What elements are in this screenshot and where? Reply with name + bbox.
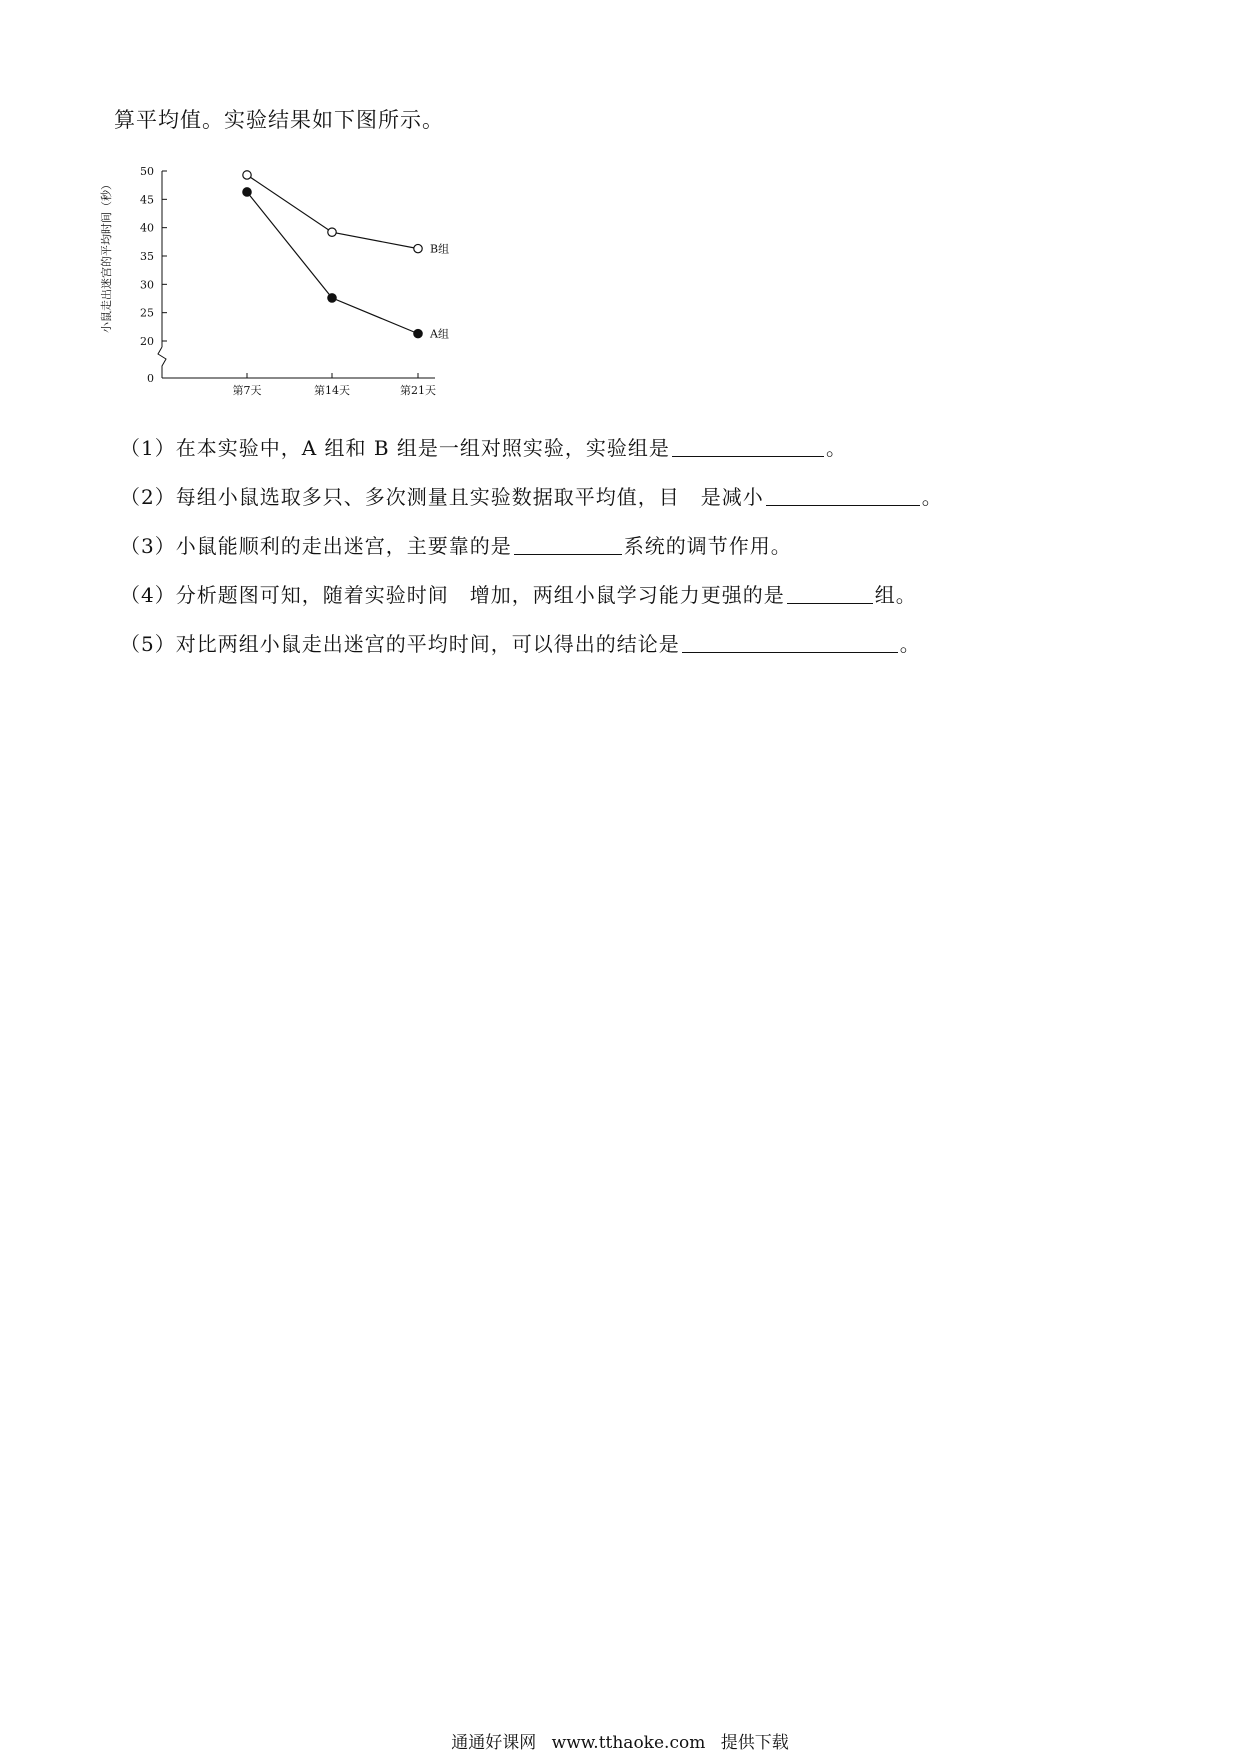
line-chart (100, 155, 500, 415)
footer-url[interactable]: www.tthaoke.com (551, 1733, 706, 1753)
question-2-suffix: 。 (921, 485, 943, 509)
x-tick-label: 第14天 (314, 384, 350, 397)
footer (0, 1728, 1240, 1753)
data-point-0-0 (243, 171, 251, 179)
series-label-1: A组 (430, 327, 449, 341)
data-point-1-2 (414, 329, 422, 337)
series-line-0 (247, 175, 418, 249)
question-1 (120, 432, 847, 461)
x-tick-label: 第7天 (232, 384, 262, 397)
data-point-1-1 (328, 294, 336, 302)
y-tick-label: 45 (140, 193, 154, 207)
question-4 (120, 579, 917, 608)
footer-site-name: 通通好课网 (451, 1733, 537, 1753)
y-axis-label: 小鼠走出迷宫的平均时间（秒） (100, 179, 113, 333)
data-point-0-2 (414, 244, 422, 252)
y-tick-label: 0 (147, 372, 154, 385)
series-label-0: B组 (430, 242, 450, 256)
answer-blank-4[interactable] (787, 602, 873, 604)
question-3-suffix: 系统的调节作用。 (623, 534, 792, 558)
question-1-suffix: 。 (825, 436, 847, 460)
answer-blank-5[interactable] (682, 651, 898, 653)
question-3-text: （3）小鼠能顺利的走出迷宫，主要靠的是 (120, 534, 512, 558)
answer-blank-1[interactable] (672, 455, 824, 457)
footer-note: 提供下载 (720, 1733, 789, 1753)
y-tick-label: 25 (140, 306, 154, 320)
x-tick-label: 第21天 (400, 384, 436, 397)
y-tick-label: 40 (140, 221, 154, 235)
question-2-text: （2）每组小鼠选取多只、多次测量且实验数据取平均值，目 是减小 (120, 485, 764, 509)
y-tick-label: 35 (140, 250, 154, 263)
question-3 (120, 530, 792, 559)
data-point-0-1 (328, 228, 336, 236)
question-5-suffix: 。 (899, 632, 921, 656)
question-5-text: （5）对比两组小鼠走出迷宫的平均时间，可以得出的结论是 (120, 632, 680, 656)
question-2 (120, 481, 943, 510)
question-4-text: （4）分析题图可知，随着实验时间 增加，两组小鼠学习能力更强的是 (120, 583, 785, 607)
y-axis-break (158, 347, 166, 378)
data-point-1-0 (243, 188, 251, 196)
intro-text: 算平均值。实验结果如下图所示。 (114, 108, 444, 132)
question-4-suffix: 组。 (874, 583, 917, 607)
y-tick-label: 20 (140, 335, 154, 348)
y-tick-label: 50 (140, 165, 154, 178)
question-1-text: （1）在本实验中，A 组和 B 组是一组对照实验，实验组是 (120, 436, 670, 460)
y-tick-label: 30 (140, 278, 154, 292)
series-line-1 (247, 192, 418, 334)
question-5 (120, 628, 921, 657)
answer-blank-3[interactable] (514, 553, 622, 555)
answer-blank-2[interactable] (766, 504, 920, 506)
